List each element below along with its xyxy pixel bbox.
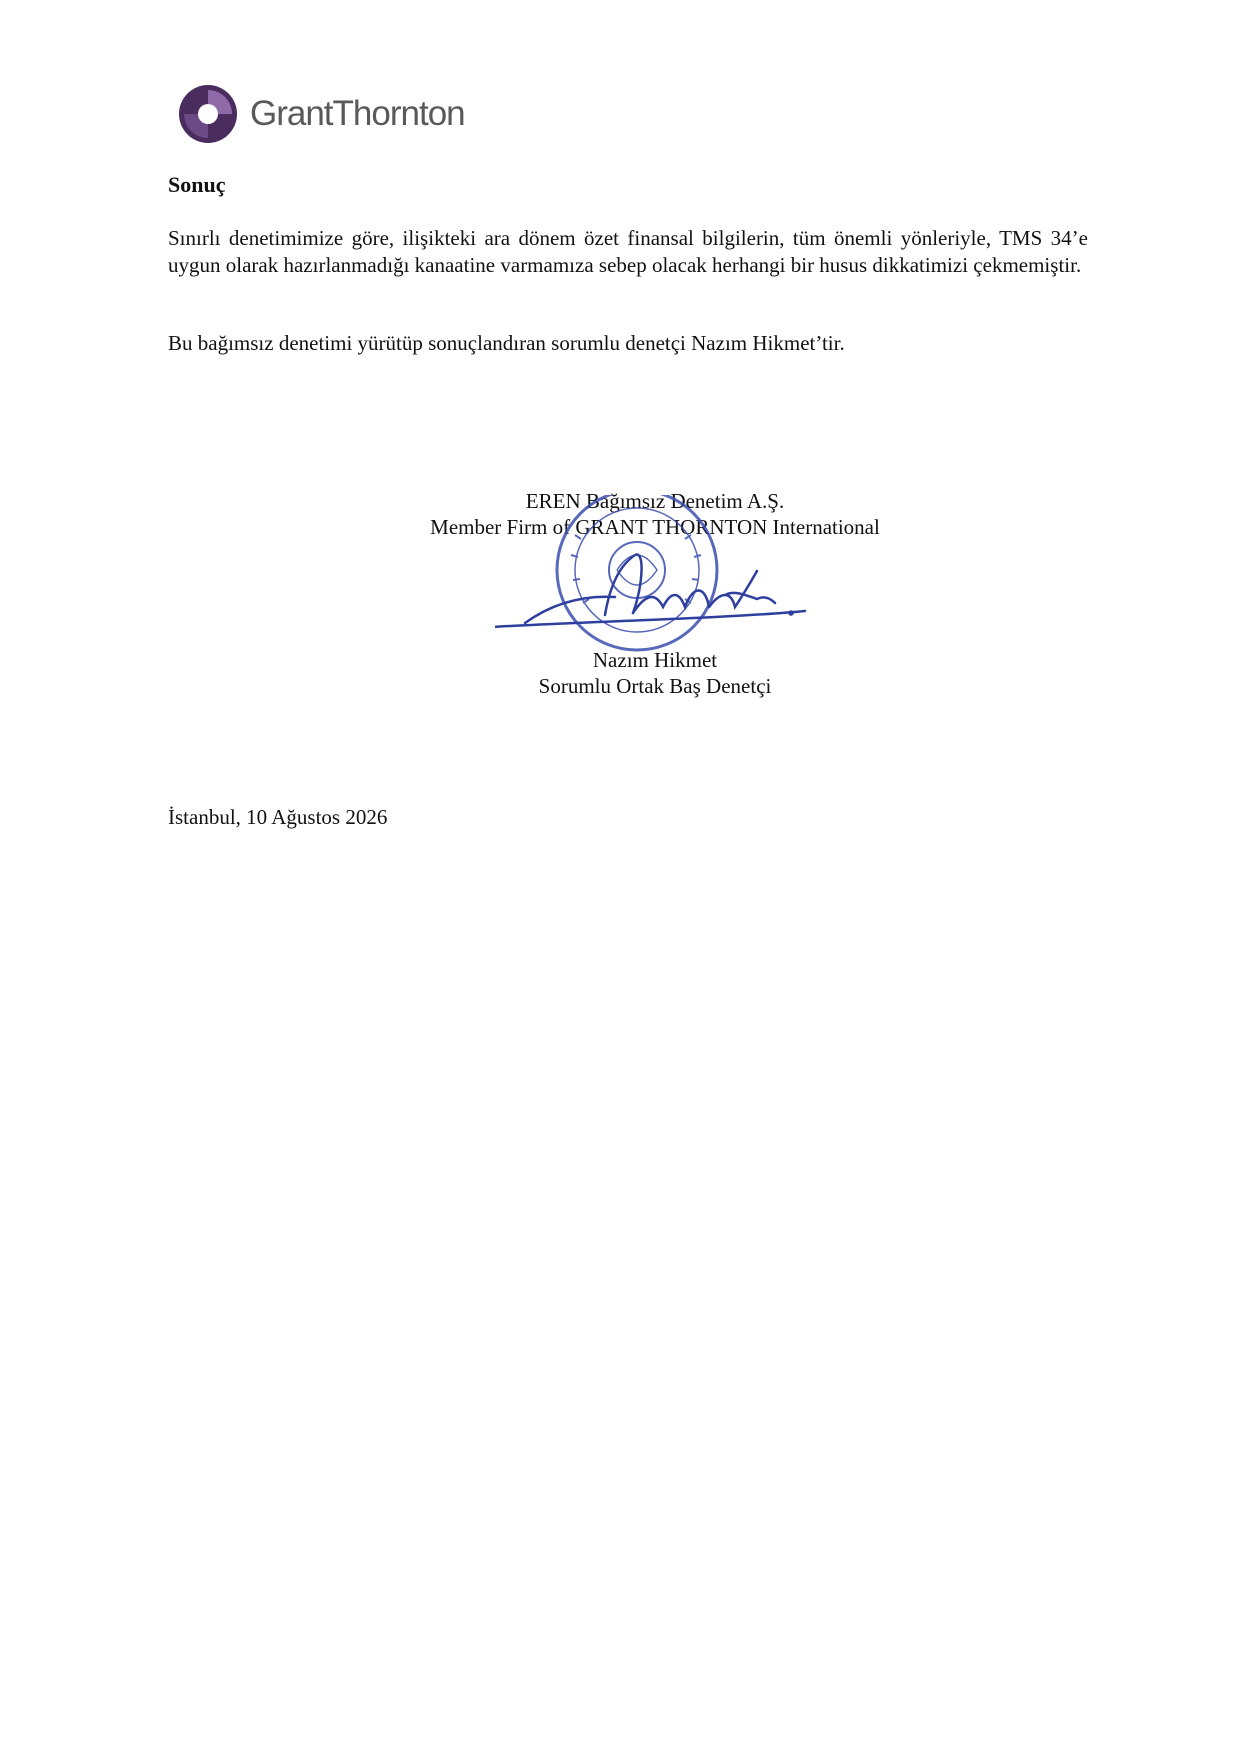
stamp-and-signature — [495, 495, 835, 655]
grant-thornton-logo-icon — [178, 84, 238, 144]
signer-name: Nazım Hikmet — [592, 648, 718, 672]
conclusion-paragraph: Sınırlı denetimimize göre, ilişikteki ara dönem özet finansal bilgilerin, tüm önemli yönleriyle, TMS 34’e uygun olarak hazırlanmadığı kanaatine varmamıza sebep olacak herhangi bir husus dikkatimizi çekmemiştir. — [168, 226, 1088, 277]
signer-block — [420, 647, 890, 699]
signer-title: Sorumlu Ortak Baş Denetçi — [538, 674, 772, 698]
section-heading: Sonuç — [168, 172, 226, 197]
handwritten-signature-icon — [495, 555, 805, 627]
place-and-date: İstanbul, 10 Ağustos 2026 — [168, 805, 388, 829]
firm-membership: Member Firm of GRANT THORNTON International — [430, 515, 880, 539]
official-stamp-icon — [557, 495, 717, 650]
grant-thornton-logo — [178, 80, 465, 148]
firm-name: EREN Bağımsız Denetim A.Ş. — [525, 489, 785, 513]
responsible-auditor-paragraph: Bu bağımsız denetimi yürütüp sonuçlandıran sorumlu denetçi Nazım Hikmet’tir. — [168, 331, 845, 355]
logo-text: GrantThornton — [250, 94, 465, 133]
